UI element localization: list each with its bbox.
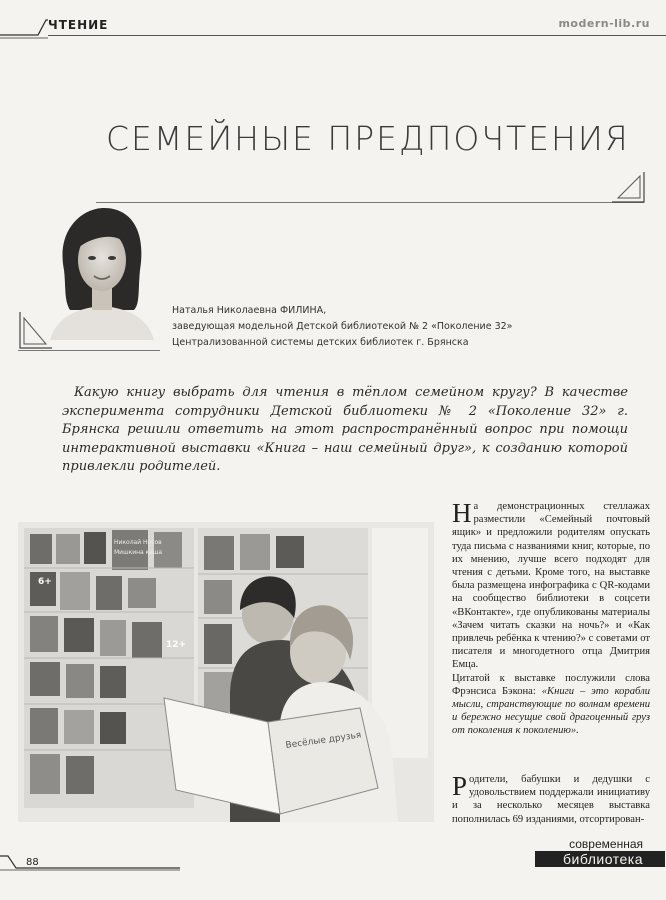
body-column-bottom xyxy=(452,773,650,826)
photo-book-title: Мишкина каша xyxy=(114,549,163,556)
site-watermark: modern-lib.ru xyxy=(558,17,650,30)
photo-open-book-title: Весёлые друзья xyxy=(285,730,362,751)
header-rule xyxy=(48,35,666,36)
author-name: Наталья Николаевна ФИЛИНА, xyxy=(172,305,327,316)
author-rule xyxy=(18,350,160,351)
author-info xyxy=(172,303,512,351)
bacon-quote: «Книги – это корабли мысли, странствующие по волнам времени и бережно несущие свой драгоценный груз от поколения к поколению». xyxy=(452,685,650,737)
age-rating-6: 6+ xyxy=(38,577,52,587)
paragraph-3: Родители, бабушки и дедушки с удовольствием поддержали инициативу и за несколько месяцев выставка пополнилась 69 изданиями, отсортирован- xyxy=(452,771,650,825)
page-number: 88 xyxy=(26,857,39,868)
author-position: заведующая модельной Детской библиотекой № 2 «Поколение 32» xyxy=(172,321,513,332)
header-tab-shape xyxy=(0,14,48,40)
magazine-logo xyxy=(535,838,665,867)
drop-cap: Р xyxy=(452,771,468,801)
logo-line-1: современная xyxy=(569,837,643,851)
author-organization: Централизованной системы детских библиотек г. Брянска xyxy=(172,337,469,348)
drop-cap: Н xyxy=(452,498,472,528)
article-title: СЕМЕЙНЫЕ ПРЕДПОЧТЕНИЯ xyxy=(106,119,630,158)
title-underline xyxy=(96,202,644,203)
author-portrait xyxy=(42,200,162,340)
exhibition-photo xyxy=(18,522,434,822)
corner-ornament-left-icon xyxy=(18,310,54,350)
article-lead: Какую книгу выбрать для чтения в тёплом семейном кругу? В качестве эксперимента сотрудники Детской библиотеки № 2 «Поколение 32» г. Брянска решили ответить на этот распространённый вопрос при помощи интерактивной выставки «Книга – наш семейный друг», к созданию которой привлекли родителей. xyxy=(62,385,628,474)
paragraph-2: Цитатой к выставке послужили слова Фрэнсиса Бэкона: «Книги – это корабли мысли, странствующие по волнам времени и бережно несущие свой драгоценный груз от поколения к поколению». xyxy=(452,672,650,737)
logo-line-2: библиотека xyxy=(535,851,665,867)
body-column-top xyxy=(452,500,650,738)
age-rating-12: 12+ xyxy=(166,640,187,650)
photo-book-label: Николай Носов xyxy=(114,539,162,546)
paragraph-1: На демонстрационных стеллажах разместили «Семейный почтовый ящик» и предложили родителям опускать туда письма с названиями книг, которые, по их мнению, лучше всего подходят для чтения с детьми. Кроме того, на выставке была размещена инфографика с QR-кодами на сообщество библиотеки в соцсети «ВКонтакте», где опубликованы материалы «Зачем читать сказки на ночь?» и «Как привлечь ребёнка к чтению?» с советами от писателя и многодетного отца Дмитрия Емца. xyxy=(452,498,650,671)
section-label: ЧТЕНИЕ xyxy=(48,18,109,32)
corner-ornament-icon xyxy=(610,170,646,204)
